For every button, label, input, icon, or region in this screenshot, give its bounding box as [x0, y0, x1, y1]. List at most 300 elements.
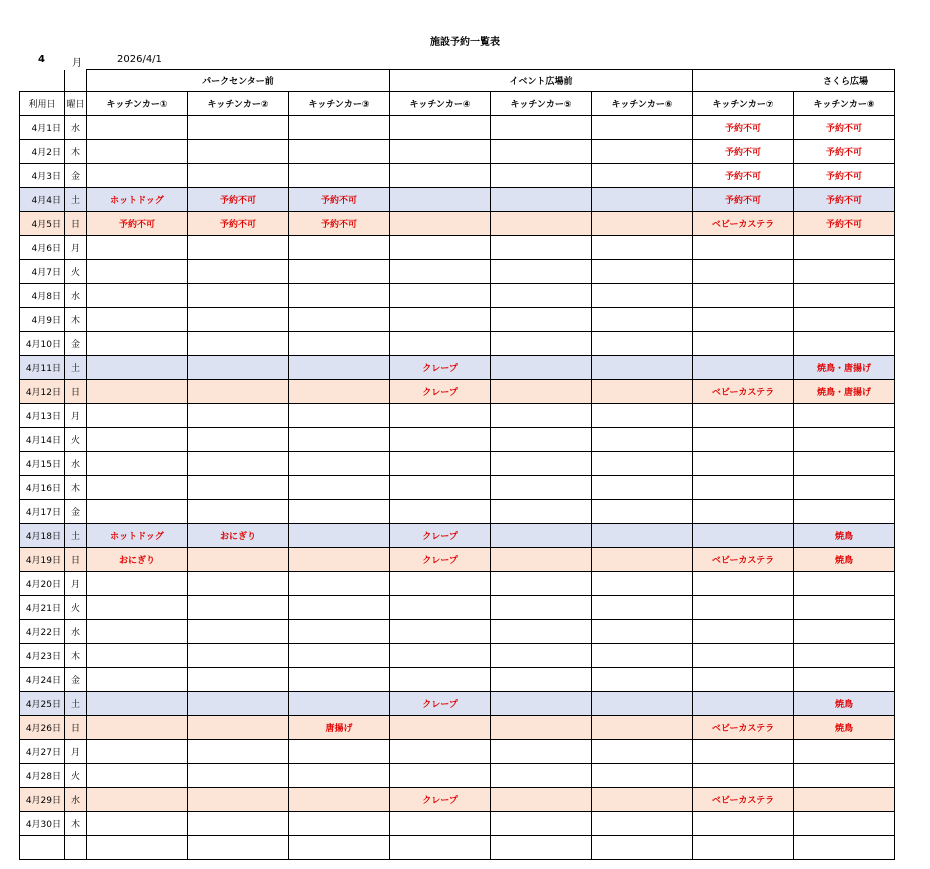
reservation-cell[interactable]: [491, 212, 592, 236]
reservation-cell[interactable]: [188, 236, 289, 260]
reservation-cell[interactable]: [188, 476, 289, 500]
reservation-cell[interactable]: [87, 740, 188, 764]
reservation-cell[interactable]: クレープ: [390, 548, 491, 572]
reservation-cell[interactable]: [289, 668, 390, 692]
reservation-cell[interactable]: [390, 404, 491, 428]
reservation-cell[interactable]: [592, 164, 693, 188]
reservation-cell[interactable]: [390, 500, 491, 524]
reservation-cell[interactable]: [289, 284, 390, 308]
reservation-cell[interactable]: クレープ: [390, 380, 491, 404]
reservation-cell[interactable]: [491, 668, 592, 692]
reservation-cell[interactable]: [188, 428, 289, 452]
reservation-cell[interactable]: [693, 644, 794, 668]
weekday-cell[interactable]: 水: [65, 452, 87, 476]
weekday-cell[interactable]: 日: [65, 380, 87, 404]
reservation-cell[interactable]: [87, 356, 188, 380]
weekday-cell[interactable]: 土: [65, 356, 87, 380]
reservation-cell[interactable]: [592, 788, 693, 812]
reservation-cell[interactable]: [592, 764, 693, 788]
reservation-cell[interactable]: [693, 356, 794, 380]
weekday-cell[interactable]: 木: [65, 644, 87, 668]
weekday-cell[interactable]: 月: [65, 740, 87, 764]
reservation-cell[interactable]: [491, 620, 592, 644]
weekday-cell[interactable]: 火: [65, 596, 87, 620]
date-cell[interactable]: 4月27日: [20, 740, 65, 764]
reservation-cell[interactable]: [289, 164, 390, 188]
weekday-cell[interactable]: 月: [65, 404, 87, 428]
reservation-cell[interactable]: [390, 644, 491, 668]
reservation-cell[interactable]: [87, 692, 188, 716]
reservation-cell[interactable]: [794, 260, 895, 284]
date-cell[interactable]: 4月24日: [20, 668, 65, 692]
weekday-cell[interactable]: 水: [65, 116, 87, 140]
date-cell[interactable]: [20, 836, 65, 860]
reservation-cell[interactable]: [491, 332, 592, 356]
reservation-cell[interactable]: [87, 500, 188, 524]
reservation-cell[interactable]: [188, 668, 289, 692]
reservation-cell[interactable]: [289, 404, 390, 428]
reservation-cell[interactable]: [289, 836, 390, 860]
reservation-cell[interactable]: [87, 572, 188, 596]
weekday-cell[interactable]: 月: [65, 572, 87, 596]
reservation-cell[interactable]: [693, 764, 794, 788]
reservation-cell[interactable]: [491, 284, 592, 308]
reservation-cell[interactable]: [87, 788, 188, 812]
reservation-cell[interactable]: [693, 836, 794, 860]
reservation-cell[interactable]: [693, 260, 794, 284]
weekday-cell[interactable]: 金: [65, 668, 87, 692]
date-cell[interactable]: 4月29日: [20, 788, 65, 812]
date-cell[interactable]: 4月21日: [20, 596, 65, 620]
reservation-cell[interactable]: [390, 332, 491, 356]
reservation-cell[interactable]: [87, 596, 188, 620]
date-cell[interactable]: 4月19日: [20, 548, 65, 572]
date-cell[interactable]: 4月7日: [20, 260, 65, 284]
reservation-cell[interactable]: [693, 692, 794, 716]
reservation-cell[interactable]: 予約不可: [693, 116, 794, 140]
reservation-cell[interactable]: クレープ: [390, 356, 491, 380]
reservation-cell[interactable]: [592, 524, 693, 548]
reservation-cell[interactable]: [188, 620, 289, 644]
reservation-cell[interactable]: [390, 740, 491, 764]
reservation-cell[interactable]: [289, 476, 390, 500]
reservation-cell[interactable]: [794, 668, 895, 692]
reservation-cell[interactable]: [794, 812, 895, 836]
date-cell[interactable]: 4月5日: [20, 212, 65, 236]
reservation-cell[interactable]: [592, 356, 693, 380]
reservation-cell[interactable]: [390, 140, 491, 164]
reservation-cell[interactable]: 予約不可: [87, 212, 188, 236]
date-cell[interactable]: 4月15日: [20, 452, 65, 476]
reservation-cell[interactable]: [188, 740, 289, 764]
reservation-cell[interactable]: [693, 500, 794, 524]
month-number[interactable]: 4: [38, 54, 45, 65]
weekday-cell[interactable]: 水: [65, 284, 87, 308]
reservation-cell[interactable]: [794, 620, 895, 644]
reservation-cell[interactable]: [592, 644, 693, 668]
reservation-cell[interactable]: [592, 116, 693, 140]
reservation-cell[interactable]: [491, 836, 592, 860]
reservation-cell[interactable]: [188, 308, 289, 332]
reservation-cell[interactable]: [491, 428, 592, 452]
weekday-cell[interactable]: 木: [65, 812, 87, 836]
reservation-cell[interactable]: [592, 236, 693, 260]
reservation-cell[interactable]: [693, 236, 794, 260]
reservation-cell[interactable]: [289, 140, 390, 164]
reservation-cell[interactable]: [592, 380, 693, 404]
weekday-cell[interactable]: 木: [65, 308, 87, 332]
reservation-cell[interactable]: [491, 740, 592, 764]
reservation-cell[interactable]: [188, 356, 289, 380]
reservation-cell[interactable]: [289, 644, 390, 668]
reservation-cell[interactable]: [592, 620, 693, 644]
reservation-cell[interactable]: [794, 500, 895, 524]
reservation-cell[interactable]: [87, 380, 188, 404]
reservation-cell[interactable]: [794, 308, 895, 332]
reservation-cell[interactable]: [491, 164, 592, 188]
reservation-cell[interactable]: [289, 812, 390, 836]
date-cell[interactable]: 4月10日: [20, 332, 65, 356]
date-cell[interactable]: 4月17日: [20, 500, 65, 524]
reservation-cell[interactable]: [491, 476, 592, 500]
date-cell[interactable]: 4月25日: [20, 692, 65, 716]
reservation-cell[interactable]: [390, 812, 491, 836]
weekday-cell[interactable]: 土: [65, 692, 87, 716]
reservation-cell[interactable]: [491, 188, 592, 212]
reservation-cell[interactable]: 焼鳥・唐揚げ: [794, 356, 895, 380]
reservation-cell[interactable]: [794, 428, 895, 452]
reservation-cell[interactable]: おにぎり: [87, 548, 188, 572]
reservation-cell[interactable]: [491, 116, 592, 140]
reservation-cell[interactable]: [592, 188, 693, 212]
reservation-cell[interactable]: [592, 596, 693, 620]
weekday-cell[interactable]: 月: [65, 236, 87, 260]
weekday-cell[interactable]: 土: [65, 188, 87, 212]
reservation-cell[interactable]: [87, 236, 188, 260]
reservation-cell[interactable]: [188, 836, 289, 860]
reservation-cell[interactable]: [87, 260, 188, 284]
reservation-cell[interactable]: [794, 404, 895, 428]
reservation-cell[interactable]: 予約不可: [693, 188, 794, 212]
reservation-cell[interactable]: [390, 212, 491, 236]
reservation-cell[interactable]: [693, 332, 794, 356]
reservation-cell[interactable]: [87, 716, 188, 740]
reservation-cell[interactable]: ホットドッグ: [87, 524, 188, 548]
reservation-cell[interactable]: [693, 428, 794, 452]
reservation-cell[interactable]: [491, 716, 592, 740]
weekday-cell[interactable]: 水: [65, 620, 87, 644]
reservation-cell[interactable]: 焼鳥: [794, 548, 895, 572]
reservation-cell[interactable]: [794, 764, 895, 788]
reservation-cell[interactable]: [289, 692, 390, 716]
weekday-cell[interactable]: [65, 836, 87, 860]
reservation-cell[interactable]: [693, 404, 794, 428]
reservation-cell[interactable]: [188, 404, 289, 428]
reservation-cell[interactable]: [592, 260, 693, 284]
reservation-cell[interactable]: [794, 836, 895, 860]
reservation-cell[interactable]: [794, 596, 895, 620]
reservation-cell[interactable]: [87, 620, 188, 644]
date-cell[interactable]: 4月6日: [20, 236, 65, 260]
date-cell[interactable]: 4月8日: [20, 284, 65, 308]
weekday-cell[interactable]: 日: [65, 212, 87, 236]
reservation-cell[interactable]: [289, 500, 390, 524]
reservation-cell[interactable]: [794, 572, 895, 596]
reservation-cell[interactable]: [592, 668, 693, 692]
reservation-cell[interactable]: [87, 644, 188, 668]
reservation-cell[interactable]: [289, 116, 390, 140]
reservation-cell[interactable]: [390, 764, 491, 788]
reservation-cell[interactable]: [188, 500, 289, 524]
reservation-cell[interactable]: [693, 476, 794, 500]
date-cell[interactable]: 4月18日: [20, 524, 65, 548]
date-cell[interactable]: 4月23日: [20, 644, 65, 668]
weekday-cell[interactable]: 日: [65, 716, 87, 740]
reservation-cell[interactable]: [188, 548, 289, 572]
reservation-cell[interactable]: [390, 716, 491, 740]
reservation-cell[interactable]: [188, 764, 289, 788]
weekday-cell[interactable]: 日: [65, 548, 87, 572]
reservation-cell[interactable]: [188, 284, 289, 308]
reservation-cell[interactable]: [592, 836, 693, 860]
reservation-cell[interactable]: [390, 836, 491, 860]
reservation-cell[interactable]: 予約不可: [188, 188, 289, 212]
reservation-cell[interactable]: [289, 236, 390, 260]
date-cell[interactable]: 4月12日: [20, 380, 65, 404]
reservation-cell[interactable]: [491, 572, 592, 596]
reservation-cell[interactable]: クレープ: [390, 524, 491, 548]
reservation-cell[interactable]: [188, 380, 289, 404]
reservation-cell[interactable]: [289, 260, 390, 284]
reservation-cell[interactable]: [491, 356, 592, 380]
reservation-cell[interactable]: [289, 548, 390, 572]
weekday-cell[interactable]: 火: [65, 260, 87, 284]
reservation-cell[interactable]: [188, 452, 289, 476]
reservation-cell[interactable]: [289, 788, 390, 812]
reservation-cell[interactable]: [289, 428, 390, 452]
reservation-cell[interactable]: [592, 332, 693, 356]
reservation-cell[interactable]: 焼鳥: [794, 524, 895, 548]
reservation-cell[interactable]: [289, 308, 390, 332]
reservation-cell[interactable]: [794, 332, 895, 356]
reservation-cell[interactable]: [491, 548, 592, 572]
weekday-cell[interactable]: 木: [65, 140, 87, 164]
reservation-cell[interactable]: [693, 452, 794, 476]
reservation-cell[interactable]: [289, 380, 390, 404]
reservation-cell[interactable]: [289, 764, 390, 788]
reservation-cell[interactable]: [390, 668, 491, 692]
reservation-cell[interactable]: [592, 476, 693, 500]
reservation-cell[interactable]: [188, 164, 289, 188]
reservation-cell[interactable]: [592, 548, 693, 572]
reservation-cell[interactable]: [390, 620, 491, 644]
reservation-cell[interactable]: 予約不可: [794, 116, 895, 140]
reservation-cell[interactable]: 予約不可: [794, 212, 895, 236]
reservation-cell[interactable]: [289, 452, 390, 476]
date-cell[interactable]: 4月13日: [20, 404, 65, 428]
weekday-cell[interactable]: 木: [65, 476, 87, 500]
weekday-cell[interactable]: 火: [65, 764, 87, 788]
reservation-cell[interactable]: [87, 428, 188, 452]
date-cell[interactable]: 4月3日: [20, 164, 65, 188]
reservation-cell[interactable]: [794, 284, 895, 308]
reservation-cell[interactable]: [188, 812, 289, 836]
reservation-cell[interactable]: ベビーカステラ: [693, 380, 794, 404]
reservation-cell[interactable]: [592, 212, 693, 236]
reservation-cell[interactable]: [87, 308, 188, 332]
reservation-cell[interactable]: [491, 452, 592, 476]
date-cell[interactable]: 4月14日: [20, 428, 65, 452]
reservation-cell[interactable]: [289, 572, 390, 596]
reservation-cell[interactable]: 唐揚げ: [289, 716, 390, 740]
reservation-cell[interactable]: [188, 140, 289, 164]
reservation-cell[interactable]: クレープ: [390, 692, 491, 716]
reservation-cell[interactable]: [592, 404, 693, 428]
date-cell[interactable]: 4月16日: [20, 476, 65, 500]
reservation-cell[interactable]: [390, 116, 491, 140]
reservation-cell[interactable]: [390, 596, 491, 620]
reservation-cell[interactable]: [188, 596, 289, 620]
reservation-cell[interactable]: [188, 692, 289, 716]
reservation-cell[interactable]: 焼鳥: [794, 716, 895, 740]
reservation-cell[interactable]: 予約不可: [794, 164, 895, 188]
reservation-cell[interactable]: [87, 404, 188, 428]
weekday-cell[interactable]: 金: [65, 332, 87, 356]
reservation-cell[interactable]: [188, 788, 289, 812]
date-cell[interactable]: 4月30日: [20, 812, 65, 836]
reservation-cell[interactable]: ベビーカステラ: [693, 548, 794, 572]
reservation-cell[interactable]: [289, 596, 390, 620]
reservation-cell[interactable]: [188, 116, 289, 140]
reservation-cell[interactable]: [693, 596, 794, 620]
reservation-cell[interactable]: [390, 188, 491, 212]
reservation-cell[interactable]: [491, 260, 592, 284]
reservation-cell[interactable]: [491, 788, 592, 812]
weekday-cell[interactable]: 金: [65, 500, 87, 524]
reservation-cell[interactable]: [693, 572, 794, 596]
reservation-cell[interactable]: [491, 500, 592, 524]
reservation-cell[interactable]: [188, 332, 289, 356]
reservation-cell[interactable]: [188, 644, 289, 668]
reservation-cell[interactable]: [289, 356, 390, 380]
reservation-cell[interactable]: [87, 332, 188, 356]
reservation-cell[interactable]: [693, 524, 794, 548]
date-cell[interactable]: 4月4日: [20, 188, 65, 212]
reservation-cell[interactable]: [592, 572, 693, 596]
reservation-cell[interactable]: [289, 332, 390, 356]
reservation-cell[interactable]: [390, 164, 491, 188]
reservation-cell[interactable]: [491, 596, 592, 620]
reservation-cell[interactable]: [794, 476, 895, 500]
reservation-cell[interactable]: ホットドッグ: [87, 188, 188, 212]
reservation-cell[interactable]: [87, 668, 188, 692]
reservation-cell[interactable]: [592, 140, 693, 164]
reservation-cell[interactable]: [693, 620, 794, 644]
reservation-cell[interactable]: [87, 812, 188, 836]
reservation-cell[interactable]: ベビーカステラ: [693, 788, 794, 812]
reservation-cell[interactable]: [491, 404, 592, 428]
reservation-cell[interactable]: 予約不可: [188, 212, 289, 236]
reservation-cell[interactable]: 焼鳥: [794, 692, 895, 716]
reservation-cell[interactable]: 予約不可: [794, 188, 895, 212]
reservation-cell[interactable]: [87, 836, 188, 860]
reservation-cell[interactable]: [491, 236, 592, 260]
reservation-cell[interactable]: [693, 740, 794, 764]
reservation-cell[interactable]: [188, 572, 289, 596]
date-cell[interactable]: 4月11日: [20, 356, 65, 380]
reservation-cell[interactable]: [390, 428, 491, 452]
reservation-cell[interactable]: [592, 452, 693, 476]
reservation-cell[interactable]: [693, 812, 794, 836]
reservation-cell[interactable]: ベビーカステラ: [693, 212, 794, 236]
reservation-cell[interactable]: 予約不可: [693, 164, 794, 188]
weekday-cell[interactable]: 土: [65, 524, 87, 548]
reservation-cell[interactable]: [87, 164, 188, 188]
reservation-cell[interactable]: [289, 620, 390, 644]
reservation-cell[interactable]: 予約不可: [289, 188, 390, 212]
reservation-cell[interactable]: [592, 692, 693, 716]
reservation-cell[interactable]: 予約不可: [289, 212, 390, 236]
reservation-cell[interactable]: クレープ: [390, 788, 491, 812]
reservation-cell[interactable]: [390, 284, 491, 308]
reservation-cell[interactable]: [794, 740, 895, 764]
reservation-cell[interactable]: [491, 692, 592, 716]
reservation-cell[interactable]: [390, 260, 491, 284]
reservation-cell[interactable]: [592, 500, 693, 524]
reservation-cell[interactable]: [289, 524, 390, 548]
reservation-cell[interactable]: 予約不可: [794, 140, 895, 164]
date-cell[interactable]: 4月2日: [20, 140, 65, 164]
reservation-cell[interactable]: [693, 284, 794, 308]
reservation-cell[interactable]: [491, 380, 592, 404]
reservation-cell[interactable]: [390, 476, 491, 500]
date-cell[interactable]: 4月1日: [20, 116, 65, 140]
reservation-cell[interactable]: [87, 452, 188, 476]
reservation-cell[interactable]: [390, 236, 491, 260]
reservation-cell[interactable]: [491, 308, 592, 332]
reservation-cell[interactable]: [794, 788, 895, 812]
reservation-cell[interactable]: [794, 644, 895, 668]
date-cell[interactable]: 4月9日: [20, 308, 65, 332]
weekday-cell[interactable]: 金: [65, 164, 87, 188]
reservation-cell[interactable]: [491, 764, 592, 788]
reservation-cell[interactable]: [87, 116, 188, 140]
reservation-cell[interactable]: 焼鳥・唐揚げ: [794, 380, 895, 404]
reservation-cell[interactable]: [87, 284, 188, 308]
reservation-cell[interactable]: [592, 284, 693, 308]
reservation-cell[interactable]: [693, 308, 794, 332]
reservation-cell[interactable]: [794, 236, 895, 260]
reservation-cell[interactable]: [592, 308, 693, 332]
reservation-cell[interactable]: [289, 740, 390, 764]
reservation-cell[interactable]: [794, 452, 895, 476]
start-date[interactable]: 2026/4/1: [117, 54, 162, 65]
reservation-cell[interactable]: [693, 668, 794, 692]
reservation-cell[interactable]: [87, 140, 188, 164]
reservation-cell[interactable]: [87, 764, 188, 788]
reservation-cell[interactable]: [491, 812, 592, 836]
weekday-cell[interactable]: 火: [65, 428, 87, 452]
reservation-cell[interactable]: [188, 716, 289, 740]
reservation-cell[interactable]: [592, 716, 693, 740]
reservation-cell[interactable]: [390, 452, 491, 476]
reservation-cell[interactable]: [592, 812, 693, 836]
reservation-cell[interactable]: [592, 428, 693, 452]
weekday-cell[interactable]: 水: [65, 788, 87, 812]
reservation-cell[interactable]: おにぎり: [188, 524, 289, 548]
date-cell[interactable]: 4月22日: [20, 620, 65, 644]
date-cell[interactable]: 4月26日: [20, 716, 65, 740]
